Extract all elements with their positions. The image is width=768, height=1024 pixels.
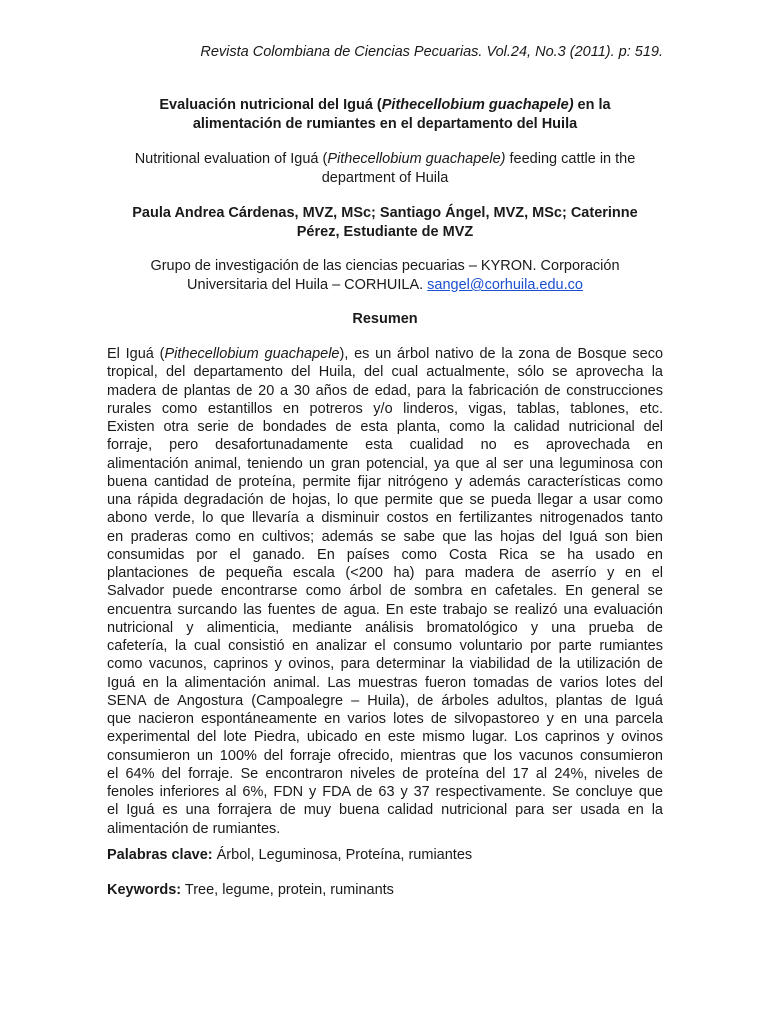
title-english bbox=[107, 150, 663, 188]
abstract-line: madera de plantas de 20 a 30 años de edad, para la fabricación de construcciones bbox=[107, 382, 663, 399]
abstract-species: Pithecellobium guachapele bbox=[164, 346, 340, 362]
abstract-line: Iguá en la alimentación animal. Las muestras fueron tomadas de varios lotes del bbox=[107, 674, 663, 691]
abstract-line: experimental del lote Piedra, ubicado en este mismo lugar. Los caprinos y ovinos bbox=[107, 729, 663, 746]
authors-line2: Pérez, Estudiante de MVZ bbox=[296, 224, 474, 240]
abstract-line: consumidas por el ganado. En países como Costa Rica se ha usado en bbox=[107, 546, 663, 563]
keywords-en-label: Keywords: bbox=[107, 882, 182, 898]
affiliation bbox=[107, 257, 663, 295]
author-list bbox=[107, 204, 663, 242]
abstract-line: plantaciones de pequeña escala (<200 ha) para madera de aserrío y en el bbox=[107, 565, 663, 581]
title-es-line2: alimentación de rumiantes en el departamento del Huila bbox=[192, 116, 578, 132]
keywords-en-value: Tree, legume, protein, ruminants bbox=[181, 882, 394, 898]
abstract-line: una rápida degradación de hojas, lo que permite que se pueda llegar a usar como bbox=[107, 492, 663, 508]
abstract-line: encuentra surcando las fuentes de agua. En este trabajo se realizó una evaluación bbox=[107, 601, 663, 618]
abstract-text: ), es un árbol nativo de la zona de Bosque seco bbox=[339, 346, 664, 362]
keywords-english bbox=[107, 882, 394, 898]
abstract-line: en praderas como en cultivos; además se sabe que las hojas del Iguá son bien bbox=[107, 528, 663, 545]
title-en-line2: department of Huila bbox=[321, 170, 449, 186]
abstract-line: el 64% del forraje. Se encontraron niveles de proteína del 17 al 24%, niveles de bbox=[107, 765, 663, 782]
title-en-part: feeding cattle in the bbox=[505, 151, 636, 167]
abstract-body bbox=[107, 345, 663, 838]
abstract-line: consumieron un 100% del forraje ofrecido, mientras que los vacunos consumieron bbox=[107, 747, 663, 764]
abstract-line: rurales como estantillos en potreros y/o linderos, vigas, tablas, tablones, etc. bbox=[107, 400, 663, 417]
abstract-line: el Iguá es una forrajera de muy buena calidad nutricional para ser usada en la bbox=[107, 802, 663, 819]
authors-line1: Paula Andrea Cárdenas, MVZ, MSc; Santiago Ángel, MVZ, MSc; Caterinne bbox=[132, 205, 638, 221]
keywords-es-label: Palabras clave: bbox=[107, 847, 213, 863]
title-en-species: Pithecellobium guachapele) bbox=[327, 151, 506, 167]
title-es-part: Evaluación nutricional del Iguá ( bbox=[159, 97, 382, 113]
abstract-line: forraje, pero desafortunadamente esta cualidad no es aprovechada en bbox=[107, 437, 663, 454]
abstract-line: alimentación animal, teniendo un gran potencial, ya que al ser una leguminosa con bbox=[107, 455, 663, 472]
abstract-line: fenoles inferiores al 6%, FDN y FDA de 63 y 37 respectivamente. Se concluye que bbox=[107, 784, 663, 800]
keywords-spanish bbox=[107, 847, 472, 863]
abstract-line: Salvador puede encontrarse como árbol de sombra en cafetales. En general se bbox=[107, 583, 663, 600]
abstract-line: Existen otra serie de bondades de esta planta, como la calidad nutricional del bbox=[107, 419, 663, 435]
journal-citation: Revista Colombiana de Ciencias Pecuarias. Vol.24, No.3 (2011). p: 519. bbox=[200, 44, 663, 60]
abstract-line bbox=[107, 345, 663, 363]
abstract-text: El Iguá ( bbox=[107, 346, 165, 362]
affiliation-line1: Grupo de investigación de las ciencias pecuarias – KYRON. Corporación bbox=[150, 258, 620, 274]
abstract-heading: Resumen bbox=[352, 311, 418, 327]
abstract-line: nutricional y alimenticia, mediante análisis bromatológico y una prueba de bbox=[107, 619, 663, 636]
abstract-line: SENA de Angostura (Campoalegre – Huila), de árboles adultos, plantas de Iguá bbox=[107, 692, 663, 709]
abstract-line: alimentación de rumiantes. bbox=[107, 820, 281, 837]
title-spanish bbox=[107, 96, 663, 134]
title-es-species: Pithecellobium guachapele) bbox=[381, 97, 574, 113]
abstract-line: tropical, del departamento del Huila, del cual actualmente, sólo se aprovecha la bbox=[107, 364, 663, 381]
abstract-line: cafetería, la cual consistió en analizar el consumo voluntario por parte rumiantes bbox=[107, 638, 663, 654]
abstract-line: como vacunos, caprinos y ovinos, para determinar la viabilidad de la utilización de bbox=[107, 656, 663, 673]
abstract-line: abono verde, lo que llevaría a disminuir costos en fertilizantes nitrogenados tanto bbox=[107, 510, 663, 527]
title-es-part: en la bbox=[573, 97, 611, 113]
abstract-line: buena cantidad de proteína, permite fijar nitrógeno y además características como bbox=[107, 473, 663, 490]
email-link[interactable]: sangel@corhuila.edu.co bbox=[427, 277, 583, 293]
affiliation-line2: Universitaria del Huila – CORHUILA. bbox=[187, 277, 428, 293]
abstract-line: que nacieron espontáneamente en varios lotes de silvopastoreo y en una parcela bbox=[107, 711, 663, 727]
keywords-es-value: Árbol, Leguminosa, Proteína, rumiantes bbox=[212, 847, 473, 863]
title-en-part: Nutritional evaluation of Iguá ( bbox=[134, 151, 328, 167]
